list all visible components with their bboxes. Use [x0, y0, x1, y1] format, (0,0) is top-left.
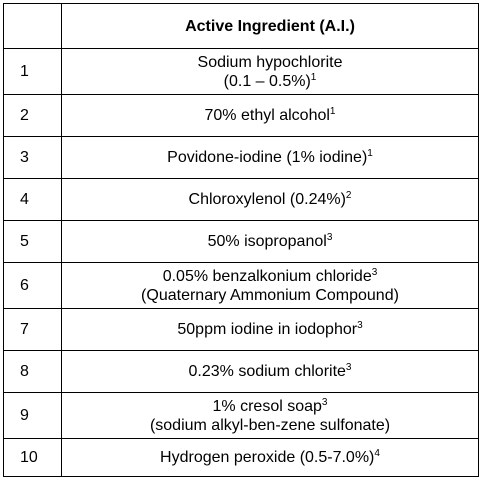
active-ingredient-table [3, 3, 479, 477]
ingredient-name: 0.23% sodium chlorite [188, 363, 346, 380]
row-number-cell: 8 [4, 351, 62, 393]
ingredient-cell [62, 309, 479, 351]
ingredient-name: 1% cresol soap [212, 397, 322, 415]
ingredient-detail: (sodium alkyl-ben-zene sulfonate) [149, 416, 391, 434]
ingredient-name: Hydrogen peroxide (0.5-7.0%) [160, 449, 375, 466]
ingredient-cell [62, 221, 479, 263]
table-row [4, 263, 479, 309]
row-number-cell: 5 [4, 221, 62, 263]
table-row [4, 439, 479, 477]
ingredient-cell [62, 263, 479, 309]
row-number-cell: 1 [4, 49, 62, 95]
ingredient-name: Chloroxylenol (0.24%) [188, 191, 346, 208]
header-number-cell [4, 4, 62, 49]
ingredient-name: 70% ethyl alcohol [204, 107, 330, 124]
reference-superscript: 1 [310, 71, 317, 83]
ingredient-name: Sodium hypochlorite [197, 53, 343, 71]
table-row [4, 137, 479, 179]
table-row [4, 351, 479, 393]
ingredient-detail: (Quaternary Ammonium Compound) [141, 286, 399, 304]
ingredient-cell [62, 351, 479, 393]
table-row [4, 221, 479, 263]
ingredient-name: 0.05% benzalkonium chloride [162, 267, 372, 285]
reference-superscript: 3 [326, 232, 333, 243]
reference-superscript: 3 [345, 362, 352, 373]
reference-superscript: 1 [329, 106, 336, 117]
ingredient-cell [62, 439, 479, 477]
table-row [4, 309, 479, 351]
ingredient-name: 50ppm iodine in iodophor [177, 321, 358, 338]
reference-superscript: 2 [345, 190, 352, 201]
table-row [4, 393, 479, 439]
header-ingredient-cell: Active Ingredient (A.I.) [62, 4, 479, 49]
ingredient-detail: (0.1 – 0.5%) [223, 72, 311, 90]
reference-superscript: 3 [321, 396, 328, 408]
row-number-cell: 3 [4, 137, 62, 179]
ingredient-cell [62, 49, 479, 95]
row-number-cell: 2 [4, 95, 62, 137]
header-row [4, 4, 479, 49]
ingredient-name: 50% isopropanol [207, 233, 327, 250]
table-row [4, 179, 479, 221]
ingredient-cell [62, 137, 479, 179]
ingredient-cell [62, 393, 479, 439]
reference-superscript: 4 [374, 448, 380, 459]
ingredient-cell [62, 179, 479, 221]
ingredient-name: Povidone-iodine (1% iodine) [167, 149, 368, 166]
row-number-cell: 10 [4, 439, 62, 477]
reference-superscript: 1 [367, 148, 373, 159]
row-number-cell: 7 [4, 309, 62, 351]
row-number-cell: 9 [4, 393, 62, 439]
table-row [4, 49, 479, 95]
reference-superscript: 3 [371, 266, 378, 278]
ingredient-cell [62, 95, 479, 137]
table-row [4, 95, 479, 137]
row-number-cell: 6 [4, 263, 62, 309]
row-number-cell: 4 [4, 179, 62, 221]
reference-superscript: 3 [357, 320, 363, 331]
